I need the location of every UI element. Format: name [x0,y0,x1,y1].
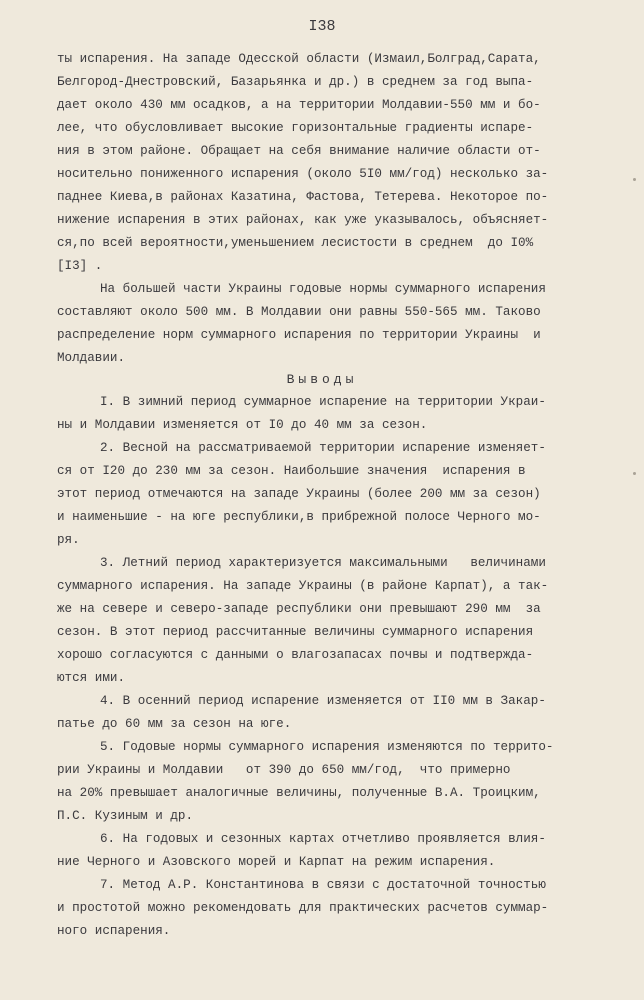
conclusion-line: рии Украины и Молдавии от 390 до 650 мм/год, что примерно [57,763,511,777]
conclusion-line: 6. На годовых и сезонных картах отчетливо проявляется влия- [100,832,546,846]
conclusion-line: сезон. В этот период рассчитанные величины суммарного испарения [57,625,534,639]
conclusion-line: 7. Метод А.Р. Константинова в связи с достаточной точностью [100,878,546,892]
conclusion-line: 2. Весной на рассматриваемой территории испарение изменяет- [100,441,546,455]
conclusion-line: хорошо согласуются с данными о влагозапасах почвы и подтвержда- [57,648,534,662]
page-number: I38 [308,18,336,35]
paper-speck [633,178,636,181]
conclusion-line: ются ими. [57,671,126,685]
conclusion-line: патье до 60 мм за сезон на юге. [57,717,292,731]
paper-speck [633,472,636,475]
text-line: ния в этом районе. Обращает на себя внимание наличие области от- [57,144,541,158]
text-line: лее, что обусловливает высокие горизонтальные градиенты испаре- [57,121,534,135]
text-line: Молдавии. [57,351,126,365]
conclusion-line: I. В зимний период суммарное испарение на территории Украи- [100,395,546,409]
conclusion-line: ние Черного и Азовского морей и Карпат на режим испарения. [57,855,496,869]
conclusion-line: ного испарения. [57,924,171,938]
reference-line: [I3] . [57,259,103,273]
text-line: паднее Киева,в районах Казатина, Фастова, Тетерева. Некоторое по- [57,190,549,204]
text-line: составляют около 500 мм. В Молдавии они равны 550-565 мм. Таково [57,305,541,319]
section-heading: Выводы [286,372,358,387]
text-line: ты испарения. На западе Одесской области (Измаил,Болград,Сарата, [57,52,541,66]
conclusion-line: и простотой можно рекомендовать для практических расчетов суммар- [57,901,549,915]
conclusion-line: 5. Годовые нормы суммарного испарения изменяются по террито- [100,740,554,754]
text-line: носительно пониженного испарения (около 5I0 мм/год) несколько за- [57,167,549,181]
conclusion-line: на 20% превышает аналогичные величины, полученные В.А. Троицким, [57,786,541,800]
conclusion-line: суммарного испарения. На западе Украины (в районе Карпат), а так- [57,579,549,593]
conclusion-line: этот период отмечаются на западе Украины (более 200 мм за сезон) [57,487,541,501]
text-line: На большей части Украины годовые нормы суммарного испарения [100,282,546,296]
text-line: дает около 430 мм осадков, а на территории Молдавии-550 мм и бо- [57,98,541,112]
text-line: Белгород-Днестровский, Базарьянка и др.) в среднем за год выпа- [57,75,534,89]
conclusion-line: ря. [57,533,80,547]
conclusion-line: и наименьшие - на юге республики,в прибрежной полосе Черного мо- [57,510,541,524]
conclusion-line: 3. Летний период характеризуется максимальными величинами [100,556,546,570]
conclusion-line: ны и Молдавии изменяется от I0 до 40 мм за сезон. [57,418,428,432]
conclusion-line: 4. В осенний период испарение изменяется от II0 мм в Закар- [100,694,546,708]
conclusion-line: П.С. Кузиным и др. [57,809,194,823]
text-line: ся,по всей вероятности,уменьшением лесистости в среднем до I0% [57,236,534,250]
text-line: нижение испарения в этих районах, как уже указывалось, объясняет- [57,213,549,227]
text-line: распределение норм суммарного испарения по территории Украины и [57,328,541,342]
conclusion-line: ся от I20 до 230 мм за сезон. Наибольшие значения испарения в [57,464,526,478]
conclusion-line: же на севере и северо-западе республики они превышают 290 мм за [57,602,541,616]
